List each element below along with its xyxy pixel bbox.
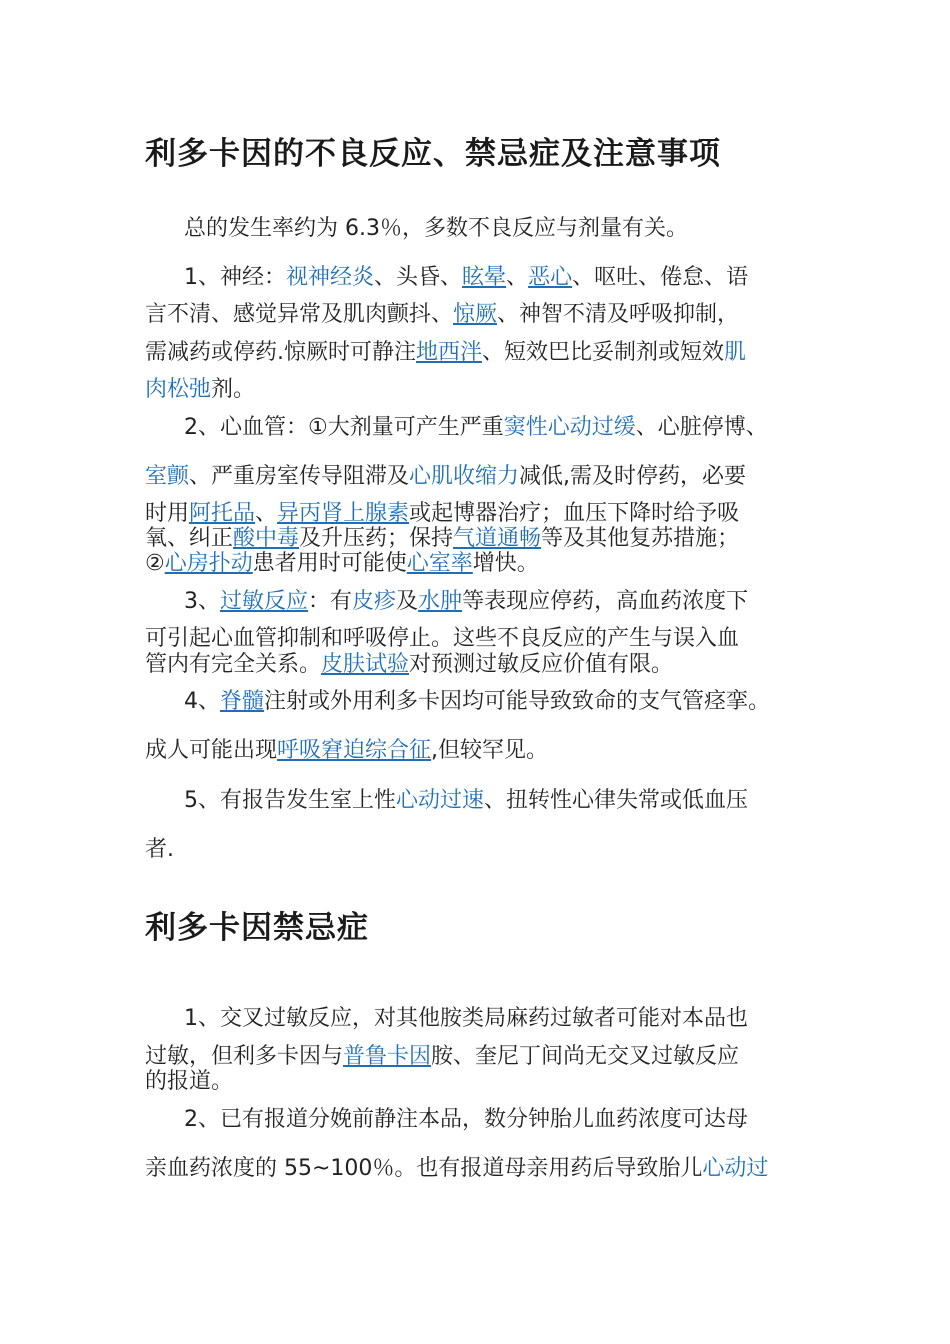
list-item-cont [145, 297, 739, 328]
text-run: 、心脏停博、 [635, 415, 768, 440]
term-highlight: 肌 [724, 340, 747, 365]
list-item-cont [145, 1064, 233, 1095]
text-run: 、头昏、 [374, 265, 463, 290]
term-link[interactable]: 水肿 [418, 589, 463, 614]
text-run: ② [145, 551, 165, 576]
list-item [184, 1001, 748, 1032]
text-run: 1、交叉过敏反应，对其他胺类局麻药过敏者可能对本品也 [184, 1006, 748, 1031]
text-run: 氧、纠正 [145, 526, 234, 551]
term-highlight: 肉松弛 [145, 377, 212, 402]
list-item [184, 584, 748, 615]
text-run: 时用 [145, 501, 190, 526]
list-item [184, 410, 768, 441]
text-run: 总的发生率约为 6.3％，多数不良反应与剂量有关。 [184, 216, 688, 241]
text-run: 剂。 [211, 377, 256, 402]
term-highlight: 心动过速 [396, 788, 485, 813]
text-run: ,但较罕见。 [431, 738, 549, 763]
text-run: 等及其他复苏措施； [541, 526, 740, 551]
term-link[interactable]: 酸中毒 [233, 526, 300, 551]
list-item-cont [145, 733, 548, 764]
text-run: 1、神经： [184, 265, 286, 290]
section-heading: 利多卡因禁忌症 [145, 910, 369, 946]
text-run: 、扭转性心律失常或低血压 [484, 788, 749, 813]
text-run: 对预测过敏反应价值有限。 [409, 652, 674, 677]
text-run: 5、有报告发生室上性 [184, 788, 396, 813]
term-link[interactable]: 脊髓 [220, 689, 265, 714]
text-run: 患者用时可能使 [252, 551, 407, 576]
list-item-cont [145, 546, 539, 577]
term-link[interactable]: 地西泮 [416, 340, 483, 365]
term-link[interactable]: 气道通畅 [453, 526, 542, 551]
text-run: 等表现应停药，高血药浓度下 [462, 589, 749, 614]
list-item-cont [145, 1151, 768, 1182]
list-item [184, 1102, 748, 1133]
text-run: 、 [506, 265, 529, 290]
text-run: 2、心血管：①大剂量可产生严重 [184, 415, 504, 440]
text-run: 、神智不清及呼吸抑制， [497, 302, 740, 327]
term-link[interactable]: 阿托品 [189, 501, 256, 526]
text-run: 成人可能出现 [145, 738, 278, 763]
text-run: 需减药或停药.惊厥时可静注 [145, 340, 416, 365]
text-run: 及升压药；保持 [299, 526, 454, 551]
term-highlight: 窦性心动过缓 [503, 415, 636, 440]
term-highlight: 心动过 [702, 1156, 769, 1181]
term-link[interactable]: 异丙肾上腺素 [277, 501, 410, 526]
text-run: 减低,需及时停药，必要 [519, 464, 747, 489]
text-run: 、 [255, 501, 278, 526]
text-run: 2、已有报道分娩前静注本品，数分钟胎儿血药浓度可达母 [184, 1107, 748, 1132]
term-highlight: 皮疹 [352, 589, 397, 614]
term-highlight: 心肌收缩力 [409, 464, 520, 489]
term-link[interactable]: 眩晕 [462, 265, 507, 290]
text-run: 的报道。 [145, 1069, 234, 1094]
text-run: 注射或外用利多卡因均可能导致致命的支气管痉挛。 [264, 689, 771, 714]
text-run: 、短效巴比妥制剂或短效 [482, 340, 725, 365]
list-item-cont [145, 335, 746, 366]
term-link[interactable]: 心房扑动 [164, 551, 253, 576]
text-run: 、严重房室传导阻滞及 [189, 464, 410, 489]
text-run: 亲血药浓度的 55~100％。也有报道母亲用药后导致胎儿 [145, 1156, 703, 1181]
text-run: 4、 [184, 689, 220, 714]
text-run: 胺、奎尼丁间尚无交叉过敏反应 [431, 1044, 740, 1069]
text-run: 或起博器治疗；血压下降时给予吸 [409, 501, 740, 526]
text-run: 3、 [184, 589, 220, 614]
term-link[interactable]: 呼吸窘迫综合征 [277, 738, 432, 763]
list-item-cont [145, 459, 746, 490]
list-item [184, 684, 770, 715]
list-item-cont [145, 647, 673, 678]
text-run: 增快。 [472, 551, 539, 576]
intro-line [184, 211, 688, 242]
term-link[interactable]: 普鲁卡因 [343, 1044, 432, 1069]
term-link[interactable]: 皮肤试验 [321, 652, 410, 677]
list-item-cont [145, 832, 174, 863]
term-link[interactable]: 过敏反应 [220, 589, 309, 614]
text-run: 可引起心血管抑制和呼吸停止。这些不良反应的产生与误入血 [145, 626, 740, 651]
list-item [184, 783, 748, 814]
list-item-cont [145, 372, 255, 403]
term-link[interactable]: 心室率 [406, 551, 473, 576]
list-item [184, 260, 748, 291]
term-link[interactable]: 恶心 [528, 265, 573, 290]
term-highlight: 室颤 [145, 464, 190, 489]
term-highlight: 视神经炎 [286, 265, 375, 290]
text-run: 者. [145, 837, 174, 862]
term-link[interactable]: 惊厥 [453, 302, 498, 327]
page-title: 利多卡因的不良反应、禁忌症及注意事项 [145, 136, 721, 172]
text-run: 言不清、感觉异常及肌肉颤抖、 [145, 302, 454, 327]
list-item-cont [145, 1039, 739, 1070]
text-run: 过敏，但利多卡因与 [145, 1044, 344, 1069]
text-run: ：有 [308, 589, 353, 614]
text-run: 、呕吐、倦怠、语 [572, 265, 749, 290]
text-run: 管内有完全关系。 [145, 652, 322, 677]
text-run: 及 [396, 589, 419, 614]
